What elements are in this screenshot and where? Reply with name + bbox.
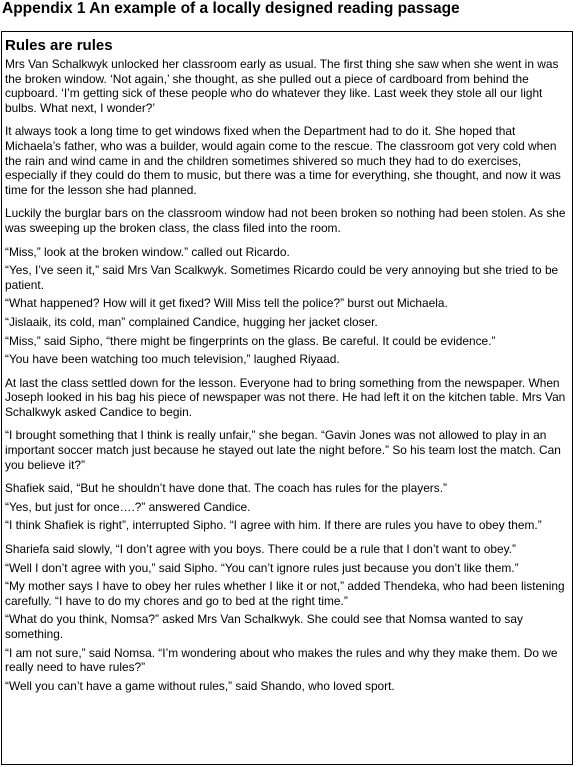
paragraph: At last the class settled down for the lesson. Everyone had to bring something from the newspaper. When Joseph looked in his bag his piece of newspaper was not there. He had left it on the kitchen table. Mrs Van Schalkwyk asked Candice to begin. [5, 375, 566, 419]
dialogue-line: “Jislaaik, its cold, man” complained Candice, hugging her jacket closer. [5, 314, 378, 329]
dialogue-line: Shariefa said slowly, “I don’t agree with you boys. There could be a rule that I don’t want to obey.” [5, 542, 516, 557]
reading-passage [5, 37, 571, 693]
dialogue-line: “Miss,” look at the broken window.” called out Ricardo. [5, 244, 290, 259]
dialogue-line: “Well I don’t agree with you,” said Sipho. “You can’t ignore rules just because you don’t like them.” [5, 560, 519, 575]
paragraph: Mrs Van Schalkwyk unlocked her classroom early as usual. The first thing she saw when she went in was the broken window. ‘Not again,’ she thought, as she pulled out a piece of cardboard from behind the cupboard. ‘I’m getting sick of these people who do whatever they like. Last week they stole all our light bulbs. What next, I wonder?’ [5, 57, 559, 115]
dialogue-line: “Miss,” said Sipho, “there might be fingerprints on the glass. Be careful. It could be evidence.” [5, 333, 496, 348]
dialogue-line: “I think Shafiek is right”, interrupted Sipho. “I agree with him. If there are rules you have to obey them.” [5, 518, 542, 533]
dialogue-line: “You have been watching too much television,” laughed Riyaad. [5, 352, 340, 367]
page-heading: Appendix 1 An example of a locally designed reading passage [2, 0, 460, 17]
dialogue-line: “My mother says I have to obey her rules whether I like it or not,” added Thendeka, who had been listening carefully. “I have to do my chores and go to bed at the right time.” [5, 579, 565, 608]
paragraph: “I brought something that I think is really unfair,” she began. “Gavin Jones was not allowed to play in an important soccer match just because he stayed out late the night before.” So his team lost the match. Can you believe it?” [5, 428, 561, 472]
dialogue-line: “Yes, I’ve seen it,” said Mrs Van Scalkwyk. Sometimes Ricardo could be very annoying but she tried to be patient. [5, 263, 559, 292]
dialogue-line: “I am not sure,” said Nomsa. “I’m wondering about who makes the rules and why they make them. Do we really need to have rules?” [5, 645, 558, 675]
dialogue-line: “Well you can’t have a game without rules,” said Shando, who loved sport. [5, 678, 395, 693]
dialogue-line: “Yes, but just for once….?” answered Candice. [5, 499, 251, 514]
dialogue-line: “What happened? How will it get fixed? Will Miss tell the police?” burst out Michaela. [5, 296, 448, 311]
paragraph: Luckily the burglar bars on the classroom window had not been broken so nothing had been stolen. As she was sweeping up the broken class, the class filed into the room. [5, 206, 566, 235]
paragraph: It always took a long time to get windows fixed when the Department had to do it. She hoped that Michaela’s father, who was a builder, would again come to the rescue. The classroom got very cold when the rain and wind came in and the children sometimes shivered so much they had to do exercises, especially if they could do them to music, but there was a time for everything, she thought, and now it was time for the lesson she had planned. [5, 124, 561, 197]
passage-title: Rules are rules [5, 37, 113, 54]
dialogue-line: Shafiek said, “But he shouldn’t have done that. The coach has rules for the players.” [5, 481, 447, 496]
dialogue-line: “What do you think, Nomsa?” asked Mrs Van Schalkwyk. She could see that Nomsa wanted to say something. [5, 612, 523, 641]
